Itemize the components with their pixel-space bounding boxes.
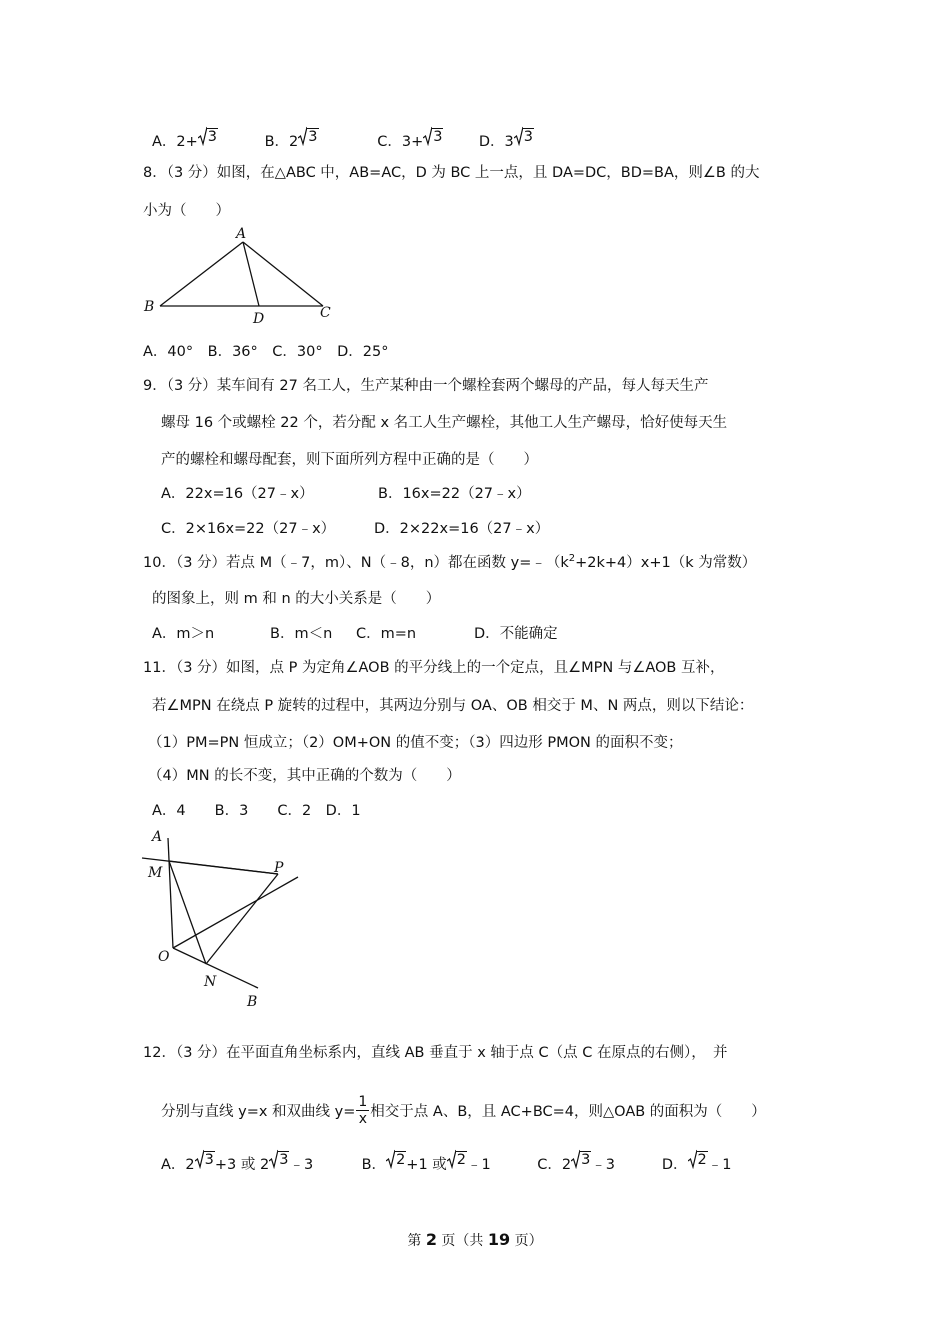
q11-label-o: O bbox=[158, 949, 170, 965]
q8-options: A．40° B．36° C．30° D．25° bbox=[143, 344, 389, 360]
sqrt-symbol: 3 bbox=[571, 1149, 591, 1169]
q11-options: A．4 B．3 C．2 D．1 bbox=[152, 803, 361, 819]
q12-option-d: D． 2 ﹣1 bbox=[662, 1149, 732, 1174]
page-footer: 第 2 页（共 19 页） bbox=[407, 1230, 543, 1249]
q11-line-4: （4）MN 的长不变，其中正确的个数为（ ） bbox=[148, 768, 461, 784]
q9-option-a: A．22x=16（27﹣x） bbox=[161, 486, 314, 502]
total-pages: 19 bbox=[487, 1230, 511, 1249]
q7-option-b: B．2 3 bbox=[265, 126, 373, 151]
sqrt-symbol: 2 bbox=[688, 1149, 708, 1169]
q8-triangle-figure bbox=[138, 224, 348, 330]
q10-option-c: C．m=n bbox=[356, 626, 417, 642]
sqrt-symbol: 3 bbox=[269, 1149, 289, 1169]
q12-option-c: C．2 3 ﹣3 bbox=[537, 1149, 657, 1174]
sqrt-symbol: 2 bbox=[386, 1149, 406, 1169]
q8-label-a: A bbox=[236, 226, 247, 242]
q8-label-d: D bbox=[253, 311, 265, 327]
q11-label-p: P bbox=[274, 860, 284, 876]
q11-line-1: 11．（3 分）如图，点 P 为定角∠AOB 的平分线上的一个定点，且∠MPN 与∠AOB 互补， bbox=[143, 660, 725, 676]
q11-angle-figure bbox=[140, 826, 320, 1012]
q7-option-d: D．3 3 bbox=[479, 126, 534, 151]
sqrt-symbol: 3 bbox=[423, 126, 443, 146]
q10-options bbox=[152, 622, 558, 643]
q11-label-a: A bbox=[152, 829, 163, 845]
q11-label-b: B bbox=[247, 994, 258, 1010]
sqrt-symbol: 3 bbox=[298, 126, 318, 146]
q11-label-m: M bbox=[148, 865, 163, 881]
q10-option-a: A．m＞n bbox=[152, 626, 215, 642]
q7-option-a: A．2+ 3 bbox=[152, 126, 260, 151]
q9-line-2: 螺母 16 个或螺栓 22 个，若分配 x 名工人生产螺栓，其他工人生产螺母，恰好使每天生 bbox=[161, 415, 728, 431]
q7-options bbox=[152, 126, 534, 151]
q8-label-c: C bbox=[320, 305, 331, 321]
q8-label-b: B bbox=[144, 299, 155, 315]
q12-option-b: B． 2 +1 或 2 ﹣1 bbox=[362, 1149, 533, 1174]
sqrt-symbol: 2 bbox=[447, 1149, 467, 1169]
q8-line-2: 小为（ ） bbox=[143, 203, 230, 219]
q9-line-3: 产的螺栓和螺母配套，则下面所列方程中正确的是（ ） bbox=[161, 452, 538, 468]
q12-options bbox=[161, 1149, 731, 1174]
q10-line-2: 的图象上，则 m 和 n 的大小关系是（ ） bbox=[152, 591, 441, 607]
q11-label-n: N bbox=[204, 974, 217, 990]
q9-option-c: C．2×16x=22（27﹣x） bbox=[161, 521, 336, 537]
q10-option-b: B．m＜n bbox=[270, 626, 333, 642]
sqrt-symbol: 3 bbox=[198, 126, 218, 146]
sqrt-symbol: 3 bbox=[514, 126, 534, 146]
q12-line-2: 分别与直线 y=x 和双曲线 y= $\frac{1}{x}$ 相交于点 A、B，且 AC+BC=4，则△OAB 的面积为（ ） bbox=[161, 1094, 766, 1127]
q7-option-c: C．3+ 3 bbox=[377, 126, 474, 151]
sqrt-symbol: 3 bbox=[195, 1149, 215, 1169]
q9-line-1: 9．（3 分）某车间有 27 名工人，生产某种由一个螺栓套两个螺母的产品，每人每天生产 bbox=[143, 378, 709, 394]
q11-line-2: 若∠MPN 在绕点 P 旋转的过程中，其两边分别与 OA、OB 相交于 M、N 两点，则以下结论： bbox=[152, 698, 754, 714]
current-page-number: 2 bbox=[425, 1230, 437, 1249]
fraction-1-over-x: $\frac{1}{x}$ bbox=[358, 1094, 368, 1127]
q8-line-1: 8．（3 分）如图，在△ABC 中，AB=AC，D 为 BC 上一点，且 DA=DC，BD=BA，则∠B 的大 bbox=[143, 165, 760, 181]
q9-option-b: B．16x=22（27﹣x） bbox=[378, 486, 531, 502]
q10-line-1: 10．（3 分）若点 M（﹣7，m）、N（﹣8，n）都在函数 $y=﹣(k^2+2k+4)x+1(k$ 为常数） bbox=[143, 553, 757, 571]
q11-line-3: （1）PM=PN 恒成立；（2）OM+ON 的值不变；（3）四边形 PMON 的面积不变； bbox=[148, 735, 683, 751]
q9-option-d: D．2×22x=16（27﹣x） bbox=[374, 521, 550, 537]
superscript: 2 bbox=[568, 553, 576, 565]
q12-line-1: 12．（3 分）在平面直角坐标系内，直线 AB 垂直于 x 轴于点 C（点 C 在原点的右侧）， 并 bbox=[143, 1045, 728, 1061]
q10-option-d: D．不能确定 bbox=[474, 626, 558, 642]
q12-option-a: A．2 3 +3 或 2 3 ﹣3 bbox=[161, 1149, 357, 1174]
